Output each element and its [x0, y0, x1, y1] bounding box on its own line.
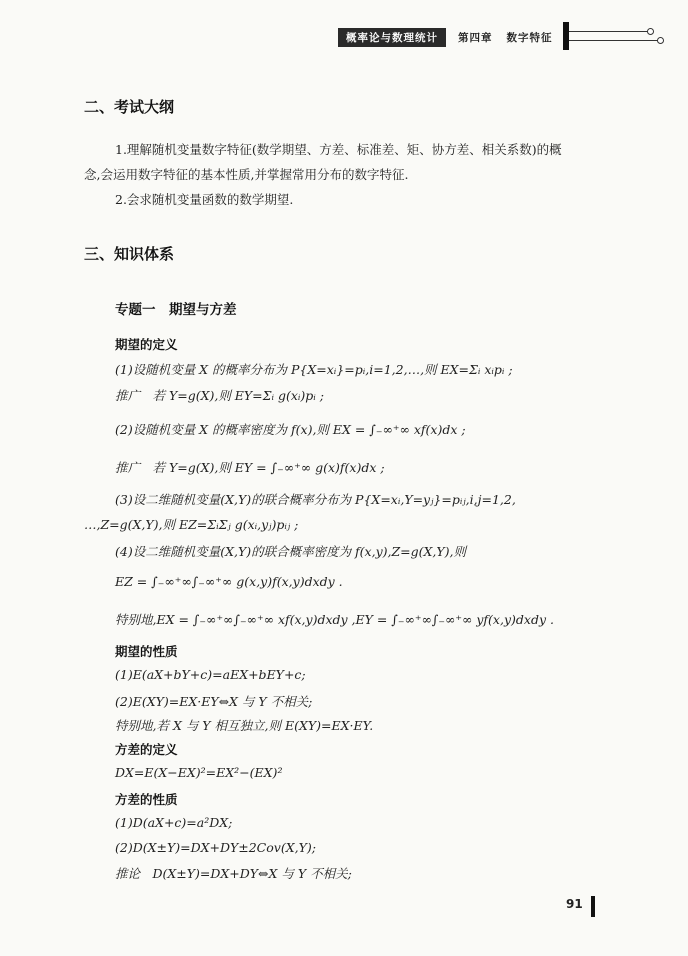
subheading-variance-properties: 方差的性质 — [115, 792, 178, 807]
variance-prop-line: 推论 D(X±Y)=DX+DY⇔X 与 Y 不相关; — [115, 866, 352, 881]
header-rule — [569, 31, 649, 32]
expectation-def-line: …,Z=g(X,Y),则 EZ=ΣᵢΣⱼ g(xᵢ,yⱼ)pᵢⱼ ; — [84, 517, 299, 532]
page-number: 91 — [566, 897, 583, 911]
chapter-label: 第四章 — [458, 31, 493, 44]
subheading-expectation-properties: 期望的性质 — [115, 644, 178, 659]
book-title: 概率论与数理统计 — [338, 28, 446, 47]
expectation-prop-line: (2)E(XY)=EX·EY⇔X 与 Y 不相关; — [115, 694, 313, 709]
header-decoration-bar — [563, 22, 569, 50]
page-number-bar — [591, 896, 595, 917]
expectation-def-line: 推广 若 Y=g(X),则 EY=Σᵢ g(xᵢ)pᵢ ; — [115, 388, 324, 403]
subheading-expectation-definition: 期望的定义 — [115, 337, 178, 352]
expectation-def-line: 推广 若 Y=g(X),则 EY = ∫₋∞⁺∞ g(x)f(x)dx ; — [115, 460, 385, 475]
expectation-def-formula: EZ = ∫₋∞⁺∞∫₋∞⁺∞ g(x,y)f(x,y)dxdy . — [115, 574, 343, 589]
expectation-def-formula: 特别地,EX = ∫₋∞⁺∞∫₋∞⁺∞ xf(x,y)dxdy ,EY = ∫₋∞⁺∞∫₋∞⁺∞ yf(x,y)dxdy . — [115, 612, 554, 627]
expectation-def-line: (2)设随机变量 X 的概率密度为 f(x),则 EX = ∫₋∞⁺∞ xf(x)dx ; — [115, 422, 466, 437]
expectation-prop-line: (1)E(aX+bY+c)=aEX+bEY+c; — [115, 667, 306, 682]
expectation-def-line: (4)设二维随机变量(X,Y)的联合概率密度为 f(x,y),Z=g(X,Y),则 — [115, 544, 467, 559]
variance-prop-line: (2)D(X±Y)=DX+DY±2Cov(X,Y); — [115, 840, 316, 855]
running-header — [338, 28, 553, 46]
variance-prop-line: (1)D(aX+c)=a²DX; — [115, 815, 233, 830]
section-title-exam-outline: 二、考试大纲 — [84, 98, 175, 116]
expectation-prop-line: 特别地,若 X 与 Y 相互独立,则 E(XY)=EX·EY. — [115, 718, 374, 733]
header-circle-icon — [657, 37, 664, 44]
expectation-def-line: (3)设二维随机变量(X,Y)的联合概率分布为 P{X=xᵢ,Y=yⱼ}=pᵢⱼ,i,j=1,2, — [115, 492, 516, 507]
header-circle-icon — [647, 28, 654, 35]
variance-def-formula: DX=E(X−EX)²=EX²−(EX)² — [115, 765, 283, 780]
header-rule — [569, 40, 659, 41]
outline-line-2: 念,会运用数字特征的基本性质,并掌握常用分布的数字特征. — [84, 167, 409, 182]
expectation-def-line: (1)设随机变量 X 的概率分布为 P{X=xᵢ}=pᵢ,i=1,2,…,则 EX=Σᵢ xᵢpᵢ ; — [115, 362, 513, 377]
outline-line-3: 2.会求随机变量函数的数学期望. — [115, 192, 294, 207]
chapter-topic: 数字特征 — [506, 31, 553, 44]
subheading-variance-definition: 方差的定义 — [115, 742, 178, 757]
outline-line-1: 1.理解随机变量数字特征(数学期望、方差、标准差、矩、协方差、相关系数)的概 — [115, 142, 562, 157]
topic-title: 专题一 期望与方差 — [115, 302, 237, 318]
section-title-knowledge-system: 三、知识体系 — [84, 245, 175, 263]
